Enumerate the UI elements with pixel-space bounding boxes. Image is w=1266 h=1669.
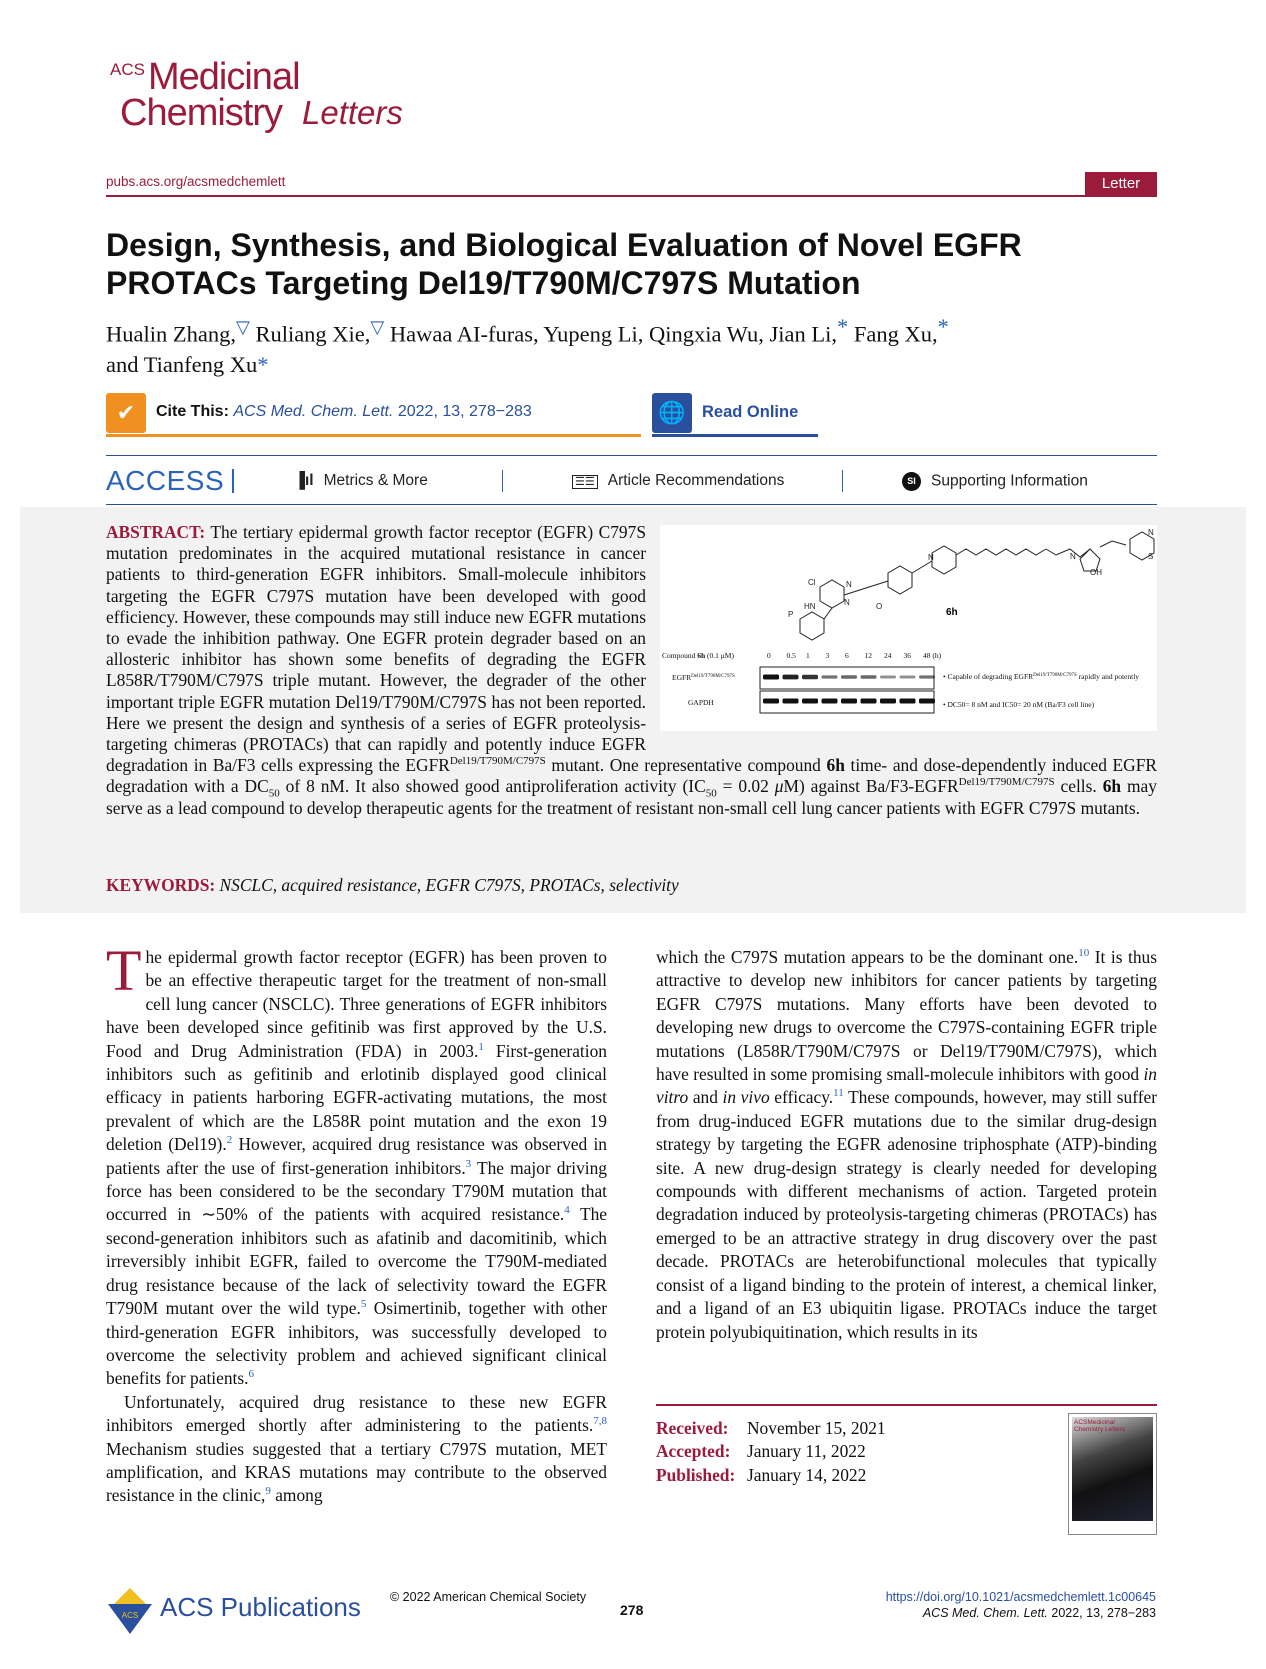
separator: [842, 470, 843, 492]
article-title: Design, Synthesis, and Biological Evaluation of Novel EGFR PROTACs Targeting Del19/T790M/C797S Mutation: [106, 227, 1022, 301]
bullet-2: • DC50= 8 nM and IC50= 20 nM (Ba/F3 cell line): [943, 700, 1095, 709]
cite-this-bar[interactable]: [106, 393, 641, 437]
text-segment: may serve as a lead compound to develop therapeutic agents for the treatment of resistant non-small cell lung cancer patients with EGFR C797S mutants.: [106, 776, 1157, 818]
atom-label: N: [928, 553, 934, 562]
logo-acs: ACS: [110, 60, 145, 79]
corresponding-mark: *: [257, 351, 269, 377]
author[interactable]: Ruliang Xie,: [255, 321, 371, 347]
timepoint-label: 12: [864, 651, 872, 660]
egfr-band: [861, 675, 877, 679]
text-segment: First-generation inhibitors such as gefitinib and erlotinib displayed good clinical efficacy in patients harboring EGFR-activating mutations, the most prevalent of which are the L858R point mutation and the exon 19 deletion (Del19).: [106, 1040, 607, 1155]
citation-ref[interactable]: 2: [226, 1134, 233, 1147]
text-segment: which the C797S mutation appears to be the dominant one.: [656, 947, 1079, 967]
atom-label: P: [788, 610, 794, 619]
text-segment: among: [270, 1485, 323, 1506]
header-divider: [106, 195, 1157, 197]
author[interactable]: and Tianfeng Xu: [106, 351, 258, 377]
text-segment: Unfortunately, acquired drug resistance to these new EGFR inhibitors emerged shortly after administering to the patients.: [106, 1391, 607, 1436]
gapdh-band: [919, 699, 935, 704]
logo-chemistry: Chemistry: [120, 92, 283, 134]
text-segment: he epidermal growth factor receptor (EGFR) has been proven to be an effective therapeutic target for the treatment of non-small cell lung cancer (NSCLC). Three generations of EGFR inhibitors have been developed since gefitinib was first approved by the U.S. Food and Drug Administration (FDA) in 2003.: [106, 947, 607, 1061]
text-segment: time- and dose-dependently induced EGFR degradation with a DC: [106, 755, 1157, 797]
gapdh-band: [880, 699, 896, 704]
egfr-band: [822, 675, 838, 678]
egfr-band: [802, 675, 818, 679]
text-segment: Del19/T790M/C797S: [449, 755, 546, 768]
supporting-info-label: Supporting Information: [931, 472, 1088, 490]
author[interactable]: Hawaa AI-furas, Yupeng Li, Qingxia Wu, Jian Li,: [389, 321, 838, 347]
abstract-label: ABSTRACT:: [106, 522, 206, 542]
citation-ref[interactable]: 4: [564, 1204, 570, 1217]
atom-label: OH: [1090, 568, 1102, 577]
timepoint-label: 48 (h): [923, 651, 942, 660]
text-segment: However, acquired drug resistance was observed in patients after the use of first-generation inhibitors.: [106, 1134, 607, 1178]
checkmark-icon: ✔: [106, 393, 146, 433]
timepoint-label: 24: [884, 651, 892, 660]
toc-graphic: [660, 525, 1157, 731]
text-segment: Mechanism studies suggested that a tertiary C797S mutation, MET amplification, and KRAS mutations may contribute to the observed resistance in the clinic,: [106, 1438, 607, 1506]
page-number: 278: [620, 1602, 644, 1618]
atom-label: Cl: [808, 578, 816, 587]
recommendations-label: Article Recommendations: [607, 472, 785, 489]
gapdh-band: [861, 699, 877, 704]
text-segment: Osimertinib, together with other third-generation EGFR inhibitors, was successfully developed to overcome the selectivity problem and achieved significant clinical benefits for patients.: [106, 1298, 607, 1389]
keywords-label: KEYWORDS:: [106, 875, 216, 895]
text-segment: The major driving force has been considered to be the secondary T790M mutation that occurred in ∼50% of the patients with acquired resistance.: [106, 1157, 607, 1225]
atom-label: S: [1148, 552, 1154, 561]
citation-ref[interactable]: 3: [465, 1157, 472, 1170]
corresponding-mark: *: [837, 314, 849, 339]
citation-ref[interactable]: 9: [265, 1485, 271, 1498]
supporting-info-link[interactable]: [902, 472, 1088, 491]
text-segment: in vivo: [722, 1087, 770, 1108]
citation-ref[interactable]: 10: [1078, 947, 1090, 960]
abstract: [106, 522, 1157, 819]
logo-letters: Letters: [302, 94, 403, 131]
si-icon: SI: [902, 472, 921, 491]
access-bar: [106, 455, 1157, 505]
gapdh-band: [763, 699, 779, 704]
equal-contribution-mark: ▽: [235, 317, 250, 337]
article-list-icon: ☰☰: [572, 475, 598, 489]
date-published: Published: January 14, 2022: [656, 1464, 867, 1485]
gapdh-band: [841, 699, 857, 704]
author[interactable]: Hualin Zhang,: [106, 321, 236, 347]
compound-label: 6h: [946, 607, 958, 618]
text-segment: These compounds, however, may still suffer from drug-induced EGFR mutations due to the similar drug-design strategy by targeting the EGFR adenosine triphosphate (ATP)-binding site. A new drug-design strategy is clearly needed for developing compounds with different mechanisms of action. Targeted protein degradation induced by proteolysis-targeting chimeras (PROTACs) has emerged to be an attractive strategy in drug discovery over the past decade. PROTACs are heterobifunctional molecules that typically consist of a ligand binding to the protein of interest, a chemical linker, and a ligand of an E3 ubiquitin ligase. PROTACs induce the target protein polyubiquitination, which results in its: [656, 1087, 1157, 1342]
egfr-label: $EGFR^{Del19/T790M/C797S}$: [672, 673, 735, 682]
text-segment: efficacy.: [769, 1087, 834, 1108]
text-segment: The tertiary epidermal growth factor receptor (EGFR) C797S mutation predominates in the acquired mutational resistance in cancer patients to third-generation EGFR inhibitors. Small-molecule inhibitors targeting the EGFR C797S mutation have been developed with good efficiency. However, these compounds may still induce new EGFR mutations to evade the inhibition pathway. One EGFR protein degrader based on an allosteric inhibitor has shown some benefits of degrading the EGFR L858R/T790M/C797S triple mutant. However, the degrader of the other important triple EGFR mutation Del19/T790M/C797S has not been reported. Here we present the design and synthesis of a series of EGFR proteolysis-targeting chimeras (PROTACs) that can rapidly and potently induce EGFR degradation in Ba/F3 cells expressing the EGFR: [106, 522, 646, 776]
atom-label: HN: [804, 602, 816, 611]
gapdh-label: GAPDH: [688, 698, 714, 707]
toc-figure-svg: [660, 525, 1157, 731]
paragraph: [106, 938, 607, 1391]
cover-title: Medicinal: [1087, 1419, 1115, 1426]
journal-reference: ACS Med. Chem. Lett. 2022, 13, 278−283: [922, 1606, 1156, 1620]
journal-url-link[interactable]: pubs.acs.org/acsmedchemlett: [106, 174, 286, 189]
text-segment: in vitro: [656, 1064, 1157, 1108]
author-list: [106, 312, 1166, 380]
doi-link[interactable]: https://doi.org/10.1021/acsmedchemlett.1c00645: [885, 1590, 1156, 1604]
egfr-band: [880, 676, 896, 679]
egfr-band: [763, 675, 779, 680]
date-accepted: Accepted: January 11, 2022: [656, 1441, 866, 1462]
text-segment: of 8 nM. It also showed good antiproliferation activity (IC: [279, 776, 706, 797]
atom-label: N: [846, 580, 852, 589]
text-segment: M) against Ba/F3-EGFR: [783, 776, 959, 797]
blot-compound-header: Compound 6h (0.1 μM): [662, 651, 734, 660]
citation-ref[interactable]: 7,8: [593, 1415, 607, 1428]
journal-cover-thumbnail[interactable]: [1068, 1413, 1157, 1535]
text-segment: = 0.02: [716, 776, 775, 797]
copyright: © 2022 American Chemical Society: [390, 1590, 587, 1604]
svg-text:ACS: ACS: [121, 1611, 139, 1620]
citation-ref[interactable]: 5: [360, 1298, 367, 1311]
citation-link[interactable]: ACS Med. Chem. Lett.: [233, 403, 394, 420]
timepoint-label: 3: [825, 651, 830, 660]
metrics-link[interactable]: [294, 472, 428, 490]
text-segment: μ: [774, 776, 784, 797]
cover-acs: ACS: [1074, 1419, 1088, 1426]
date-received: Received: November 15, 2021: [656, 1418, 886, 1438]
structure-atoms: [788, 528, 1154, 619]
citation-ref[interactable]: 11: [833, 1087, 844, 1100]
gapdh-band: [802, 699, 818, 704]
author[interactable]: Fang Xu,: [853, 321, 938, 347]
read-online-label: Read Online: [702, 403, 799, 421]
keywords-list: NSCLC, acquired resistance, EGFR C797S, PROTACs, selectivity: [219, 875, 679, 895]
citation-ref[interactable]: 1: [478, 1040, 484, 1053]
text-segment: 50: [705, 787, 717, 800]
logo-medicinal: Medicinal: [148, 56, 300, 98]
timepoint-label: 6: [845, 651, 849, 660]
egfr-band: [841, 675, 857, 679]
atom-label: N: [1070, 552, 1076, 561]
acs-publications-logo-icon: [106, 1586, 154, 1636]
cover-title: Chemistry Letters: [1074, 1426, 1125, 1433]
body-column-right: [656, 946, 1157, 1344]
chemical-structure: [800, 532, 1154, 640]
bullet-1: • Capable of degrading $EGFR^{Del19/T790M/C797S}$ rapidly and potently: [943, 672, 1140, 681]
acs-publications-wordmark: ACS Publications: [160, 1592, 361, 1622]
gapdh-band: [900, 699, 916, 704]
body-column-left: [106, 938, 607, 1508]
timepoint-label: 36: [903, 651, 911, 660]
text-segment: 6h: [1102, 776, 1122, 797]
text-segment: and: [688, 1087, 723, 1108]
paragraph: [656, 946, 1157, 1344]
citation-ref[interactable]: 6: [248, 1368, 254, 1381]
text-segment: cells.: [1054, 776, 1103, 797]
drop-cap: T: [106, 938, 142, 1003]
metrics-label: Metrics & More: [323, 472, 428, 489]
citation-rest[interactable]: 2022, 13, 278−283: [393, 403, 532, 420]
globe-icon: 🌐: [652, 393, 692, 433]
text-segment: Del19/T790M/C797S: [958, 776, 1055, 789]
separator: [502, 470, 503, 492]
equal-contribution-mark: ▽: [370, 317, 385, 337]
text-segment: mutant. One representative compound: [545, 755, 827, 776]
text-segment: 6h: [826, 755, 845, 776]
read-online-button[interactable]: [652, 393, 818, 437]
atom-label: N: [844, 598, 850, 607]
journal-logo: [108, 54, 448, 139]
text-segment: 50: [268, 787, 280, 800]
egfr-band: [783, 675, 799, 680]
access-label: ACCESS: [106, 465, 225, 496]
corresponding-mark: *: [937, 314, 949, 339]
timepoint-label: 0.5: [786, 651, 796, 660]
atom-label: N: [1148, 528, 1154, 537]
egfr-band: [900, 676, 916, 679]
atom-label: O: [876, 602, 883, 611]
timepoint-label: 0: [767, 651, 771, 660]
text-segment: The second-generation inhibitors such as afatinib and dacomitinib, which irreversibly inhibit EGFR, failed to overcome the T790M-mediated drug resistance because of the lack of selectivity toward the EGFR T790M mutant over the wild type.: [106, 1204, 607, 1319]
gapdh-band: [783, 699, 799, 704]
gapdh-band: [822, 699, 838, 704]
bar-chart-icon: ▐ıl: [294, 472, 314, 489]
text-segment: It is thus attractive to develop new inhibitors for cancer patients by targeting EGFR C797S mutations. Many efforts have been devoted to developing new drugs to overcome the C797S-containing EGFR triple mutations (L858R/T790M/C797S or Del19/T790M/C797S), which have resulted in some promising small-molecule inhibitors with good: [656, 947, 1158, 1085]
egfr-band: [919, 675, 935, 678]
recommendations-link[interactable]: [572, 472, 784, 490]
keywords: [106, 875, 679, 896]
cite-label: Cite This:: [156, 403, 229, 420]
timepoint-labels: [767, 651, 942, 660]
paragraph: [106, 1391, 607, 1508]
article-type-badge: Letter: [1085, 172, 1157, 195]
timepoint-label: 1: [806, 651, 810, 660]
